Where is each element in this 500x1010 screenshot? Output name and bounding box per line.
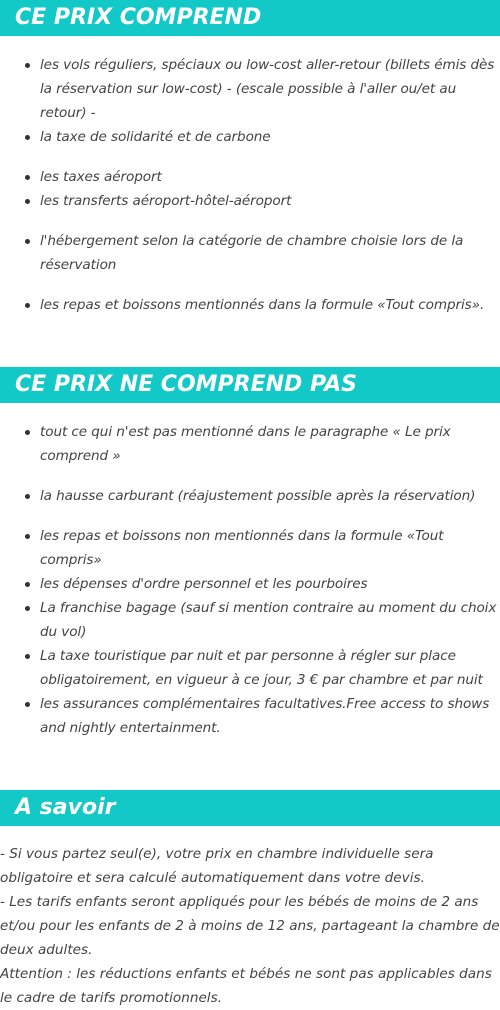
info-section-title: A savoir	[0, 790, 500, 826]
list-item: tout ce qui n'est pas mentionné dans le paragraphe « Le prix comprend »	[40, 420, 500, 468]
info-paragraph: Attention : les réductions enfants et bébés ne sont pas applicables dans le cadre de tarifs promotionnels.	[0, 966, 492, 1006]
list-item: la taxe de solidarité et de carbone	[40, 125, 500, 149]
excluded-list	[0, 420, 500, 740]
info-paragraph: - Si vous partez seul(e), votre prix en chambre individuelle sera obligatoire et sera calculé automatiquement dans votre devis.	[0, 846, 434, 886]
included-list	[0, 53, 500, 317]
included-section-title: CE PRIX COMPREND	[0, 0, 500, 36]
list-item: La franchise bagage (sauf si mention contraire au moment du choix du vol)	[40, 596, 500, 644]
list-item: les dépenses d'ordre personnel et les pourboires	[40, 572, 500, 596]
excluded-section-title: CE PRIX NE COMPREND PAS	[0, 367, 500, 403]
list-item: l'hébergement selon la catégorie de chambre choisie lors de la réservation	[40, 229, 500, 277]
list-item: les vols réguliers, spéciaux ou low-cost aller-retour (billets émis dès la réservation sur low-cost) - (escale possible à l'aller ou/et au retour) -	[40, 53, 500, 125]
list-item: la hausse carburant (réajustement possible après la réservation)	[40, 484, 500, 508]
list-item: les repas et boissons non mentionnés dans la formule «Tout compris»	[40, 524, 500, 572]
list-item: les transferts aéroport-hôtel-aéroport	[40, 189, 500, 213]
list-item: les taxes aéroport	[40, 165, 500, 189]
list-item: La taxe touristique par nuit et par personne à régler sur place obligatoirement, en vigueur à ce jour, 3 € par chambre et par nuit	[40, 644, 500, 692]
list-item: les repas et boissons mentionnés dans la formule «Tout compris».	[40, 293, 500, 317]
info-paragraph: - Les tarifs enfants seront appliqués pour les bébés de moins de 2 ans et/ou pour les enfants de 2 à moins de 12 ans, partageant la chambre de deux adultes.	[0, 894, 500, 958]
info-block	[0, 842, 500, 1010]
list-item: les assurances complémentaires facultatives.Free access to shows and nightly entertainment.	[40, 692, 500, 740]
